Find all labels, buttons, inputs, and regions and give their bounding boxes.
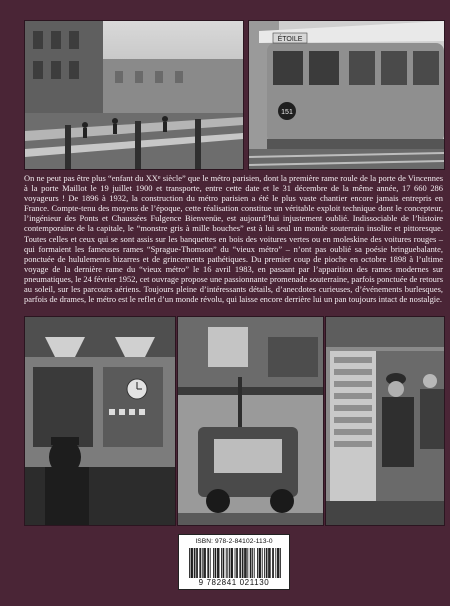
- barcode-bar: [191, 548, 192, 578]
- barcode-bar: [210, 548, 211, 578]
- photo-control-room: [24, 316, 176, 526]
- barcode-bar: [223, 548, 224, 578]
- barcode-bar: [237, 548, 238, 578]
- barcode-bar: [242, 548, 243, 578]
- barcode-bar: [247, 548, 248, 578]
- barcode-bar: [204, 548, 205, 578]
- barcode-bar: [205, 548, 206, 578]
- barcode-bar: [278, 548, 279, 578]
- barcode-bar: [232, 548, 233, 578]
- barcode-bar: [217, 548, 218, 578]
- barcode-bar: [279, 548, 280, 578]
- barcode-bar: [272, 548, 273, 578]
- barcode-bar: [194, 548, 195, 578]
- photo-motor-car: [177, 316, 324, 526]
- blurb-century-suffix: e: [157, 175, 161, 181]
- barcode-bar: [200, 548, 201, 578]
- metro-train-illustration: [249, 21, 444, 169]
- barcode-bar: [215, 548, 216, 578]
- barcode-bar: [196, 548, 197, 578]
- barcode-bar: [251, 548, 252, 578]
- barcode-bar: [269, 548, 270, 578]
- barcode-bar: [213, 548, 214, 578]
- barcode-bar: [202, 548, 203, 578]
- barcode-bar: [260, 548, 261, 578]
- barcode-bar: [262, 548, 263, 578]
- motor-car-illustration: [178, 317, 323, 525]
- barcode-bar: [231, 548, 232, 578]
- photo-metro-train: [248, 20, 445, 170]
- barcode-bar: [257, 548, 258, 578]
- ticket-office-illustration: [326, 317, 444, 525]
- barcode-bar: [268, 548, 269, 578]
- barcode-bar: [245, 548, 246, 578]
- barcode-bar: [235, 548, 236, 578]
- barcode-bar: [243, 548, 244, 578]
- photo-construction-site: [24, 20, 244, 170]
- barcode-bar: [252, 548, 253, 578]
- barcode-bar: [259, 548, 260, 578]
- blurb-part-1: On ne peut pas être plus “enfant du: [24, 173, 146, 183]
- barcode-bar: [264, 548, 265, 578]
- barcode-bar: [208, 548, 209, 578]
- barcode-bar: [280, 548, 281, 578]
- barcode-bar: [218, 548, 219, 578]
- ean-digits: 9 782841 021130: [198, 578, 270, 587]
- barcode-bar: [231, 548, 232, 578]
- blurb-century-roman: XX: [145, 173, 158, 183]
- barcode-bar: [192, 548, 193, 578]
- blurb-part-2: siècle” que le métro parisien, dont la première rame roule de la porte de Vincennes à la porte Maillot le 19 juillet 1900 et transporte, entre cette date et le 31 décembre de la même année, 17 660 286 voyageurs ! De 1896 à 1932, la construction du métro parisien a été le plus vaste chantier encore jamais entrepris en France. Compte-tenu des moyens de l’époque, cette réalisation constitue un véritable exploit technique dont le concepteur, l’ingénieur des Ponts et Chaussées Fulgence Bienvenüe, est aujourd’hui injustement oublié. Indissociable de l’histoire contemporaine de la capitale, le “monstre gris à mille bouches” est à lui seul un monde souterrain insolite et pittoresque. Toutes celles et ceux qui se sont assis sur les banquettes en bois des voitures vertes ou en moleskine des voitures rouges – qui formaient les fameuses rames “Sprague-Thomson” du “vieux métro” – n’ont pas oublié sa poésie bringuebalante, ponctuée de hululements bizarres et de grincements pathétiques. Du premier coup de pioche en octobre 1898 à l’ultime voyage de la dernière rame du “vieux métro” le 16 avril 1983, en passant par l’apparition des rames modernes sur pneumatiques, le 24 février 1952, cet ouvrage propose une passionnante promenade souterraine, parfois ponctuée de retours au soleil, sur les parcours aériens. Toujours pleine d’intéressants détails, d’anecdotes curieuses, d’événements burlesques, parfois de drames, le métro est le reflet d’un monde révolu, qui laisse encore derrière lui un pan toujours intact de nostalgie.: [24, 173, 443, 305]
- barcode-bar: [189, 548, 190, 578]
- back-cover-blurb: [24, 173, 443, 304]
- barcode-bar: [199, 548, 200, 578]
- barcode-bar: [266, 548, 267, 578]
- barcode-bar: [195, 548, 196, 578]
- barcode-bar: [267, 548, 268, 578]
- barcode-bar: [244, 548, 245, 578]
- barcode-bar: [191, 548, 192, 578]
- isbn-number: ISBN: 978-2-84102-113-0: [195, 538, 273, 545]
- barcode-bar: [273, 548, 274, 578]
- control-room-illustration: [25, 317, 175, 525]
- train-destination-sign: ÉTOILE: [277, 36, 303, 43]
- barcode-bar: [219, 548, 220, 578]
- barcode-bar: [226, 548, 227, 578]
- barcode-bar: [221, 548, 222, 578]
- barcode-bar: [254, 548, 255, 578]
- barcode-bar: [277, 548, 278, 578]
- barcode-bar: [246, 548, 247, 578]
- barcode-bar: [197, 548, 198, 578]
- barcode-bar: [227, 548, 228, 578]
- barcode-bar: [239, 548, 240, 578]
- photo-ticket-office: [325, 316, 445, 526]
- barcode-bar: [223, 548, 224, 578]
- barcode-bar: [259, 548, 260, 578]
- barcode-bar: [236, 548, 237, 578]
- barcode-bar: [270, 548, 271, 578]
- barcode-bar: [240, 548, 241, 578]
- barcode-bar: [229, 548, 230, 578]
- barcode-bar: [203, 548, 204, 578]
- barcode-bar: [207, 548, 208, 578]
- barcode-bars: [189, 548, 281, 578]
- barcode-bar: [215, 548, 216, 578]
- barcode-bar: [275, 548, 276, 578]
- isbn-barcode: [178, 534, 290, 590]
- train-number-badge: 151: [281, 109, 293, 116]
- barcode-bar: [250, 548, 251, 578]
- construction-site-illustration: [25, 21, 243, 169]
